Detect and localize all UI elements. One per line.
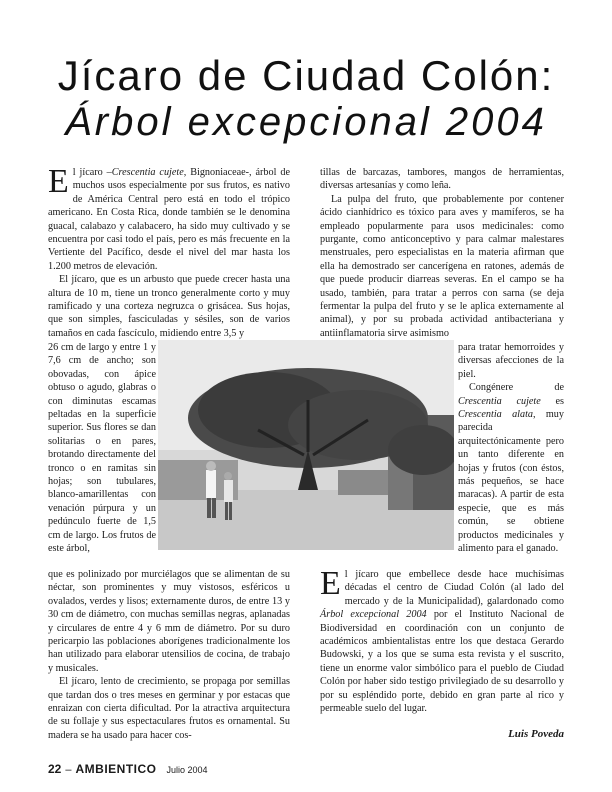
award-name: Árbol excepcional 2004 [320, 609, 427, 621]
species-name: Crescentia cujete [111, 167, 184, 178]
column-left-top [48, 163, 290, 340]
congener-paragraph: Congénere de Crescentia cujete es Crescentia alata, muy parecida arquitectónicamente pero un tanto diferente en hojas y frutos (con éstos, más pequeños, se hace maracas). A partir de esta especie, que es más común, se obtiene productos medicinales y alimento para el ganado. [458, 382, 564, 555]
column-right-bottom [320, 565, 564, 715]
page-number: 22 [48, 762, 62, 776]
intro-paragraph: El jícaro –Crescentia cujete, Bignoniaceae-, árbol de muchos usos especialmente por sus frutos, es nativo de América Central pero está en todo el trópico americano. En Costa Rica, donde también se le denomina guacal, calabazo y calabacero, ha sido muy cultivado y se encuentra por casi todo el país, pero es más frecuente en la Vertiente del Pacífico, desde el nivel del mar hasta los 1.200 metros de elevación. [48, 163, 290, 272]
footer-dash: – [65, 764, 72, 776]
issue-date: Julio 2004 [166, 765, 208, 775]
fruit-paragraph: que es polinizado por murciélagos que se alimentan de su néctar, son prominentes y muy vistosos, esféricos u ovalados, verdes y lisos; externamente duros, de entre 13 y 30 cm de diámetro, con muchas semillas negras, aplanadas y circulares de entre 4 y 6 mm de diámetro. Por su duro pericarpio las poblaciones aborígenes tradicionalmente los han utilizado para elaborar utensilios de cocina, de trabajo y musicales. [48, 569, 290, 674]
propagation-paragraph: El jícaro, lento de crecimiento, se propaga por semillas que tardan dos o tres meses en germinar y por estacas que enraizan con cierta dificultad. Por la atractiva arquitectura de su follaje y sus espectaculares frutos es ornamental. Su madera se ha usado para hacer cos- [48, 676, 290, 741]
drop-cap: E [320, 565, 341, 602]
article-title-line2: Árbol excepcional 2004 [65, 100, 547, 144]
article-title-line1: Jícaro de Ciudad Colón: [57, 52, 555, 99]
column-right-top [320, 166, 564, 340]
closing-paragraph: El jícaro que embellece desde hace muchísimas décadas el centro de Ciudad Colón (al lado del mercado y de la Municipalidad), galardonado como Árbol excepcional 2004 por el Instituto Nacional de Biodiversidad en coordinación con un conjunto de académicos ambientalistas entre los que destaca Gerardo Budowski, y a los que se suma esta revista y el suscrito, tiene un enorme valor simbólico para el pueblo de Ciudad Colón por haber sido testigo privilegiado de su desarrollo y por su espléndido porte, debido en gran parte al rico y permeable suelo del lugar. [320, 565, 564, 715]
medicinal-paragraph: La pulpa del fruto, que probablemente por contener ácido cianhídrico es tóxico para aves y mamíferos, se ha empleado popularmente para usos medicinales: como purgante, como anticonceptivo y para calmar malestares menstruales, pero especialistas en la materia afirman que ella ha demostrado ser cancerígena en ratones, además de que puede producir diarreas severas. En el campo se ha usado, también, para tratar a perros con sarna (se deja fermentar la pulpa del fruto y se le aplica externamente al animal), y por su probada actividad antibacteriana y antiinflamatoria sirve asimismo [320, 193, 564, 339]
drop-cap: E [48, 163, 69, 200]
column-right-wrap [458, 341, 564, 556]
page-footer [48, 762, 208, 776]
uses-paragraph: tillas de barcazas, tambores, mangos de herramientas, diversas artesanías y como leña. [320, 167, 564, 192]
magazine-name: AMBIENTICO [75, 762, 157, 776]
medicinal-continuation: para tratar hemorroides y diversas afecciones de la piel. [458, 342, 564, 380]
tree-photo [158, 340, 454, 550]
column-left-wrap [48, 341, 156, 556]
description-paragraph: El jícaro, que es un arbusto que puede crecer hasta una altura de 10 m, tiene un tronco generalmente corto y muy ramificado y una corteza negruzca o grisácea. Sus hojas, que son simples, fasciculadas y sésiles, son de varios tamaños en cada fascículo, midiendo entre 3,5 y [48, 274, 290, 339]
author-signature: Luis Poveda [508, 728, 564, 740]
column-left-bottom [48, 568, 290, 742]
leaf-flower-paragraph: 26 cm de largo y entre 1 y 7,6 cm de ancho; son obovadas, con ápice obtuso o agudo, glabras o con diminutas escamas peltadas en la superficie superior. Sus flores se dan solitarias o en pares, brotando directamente del tronco o en ramitas sin hojas; son tubulares, blanco-amarillentas con venación púrpura y un pedúnculo fuerte de 1,5 cm de largo. Los frutos de este árbol, [48, 342, 156, 555]
